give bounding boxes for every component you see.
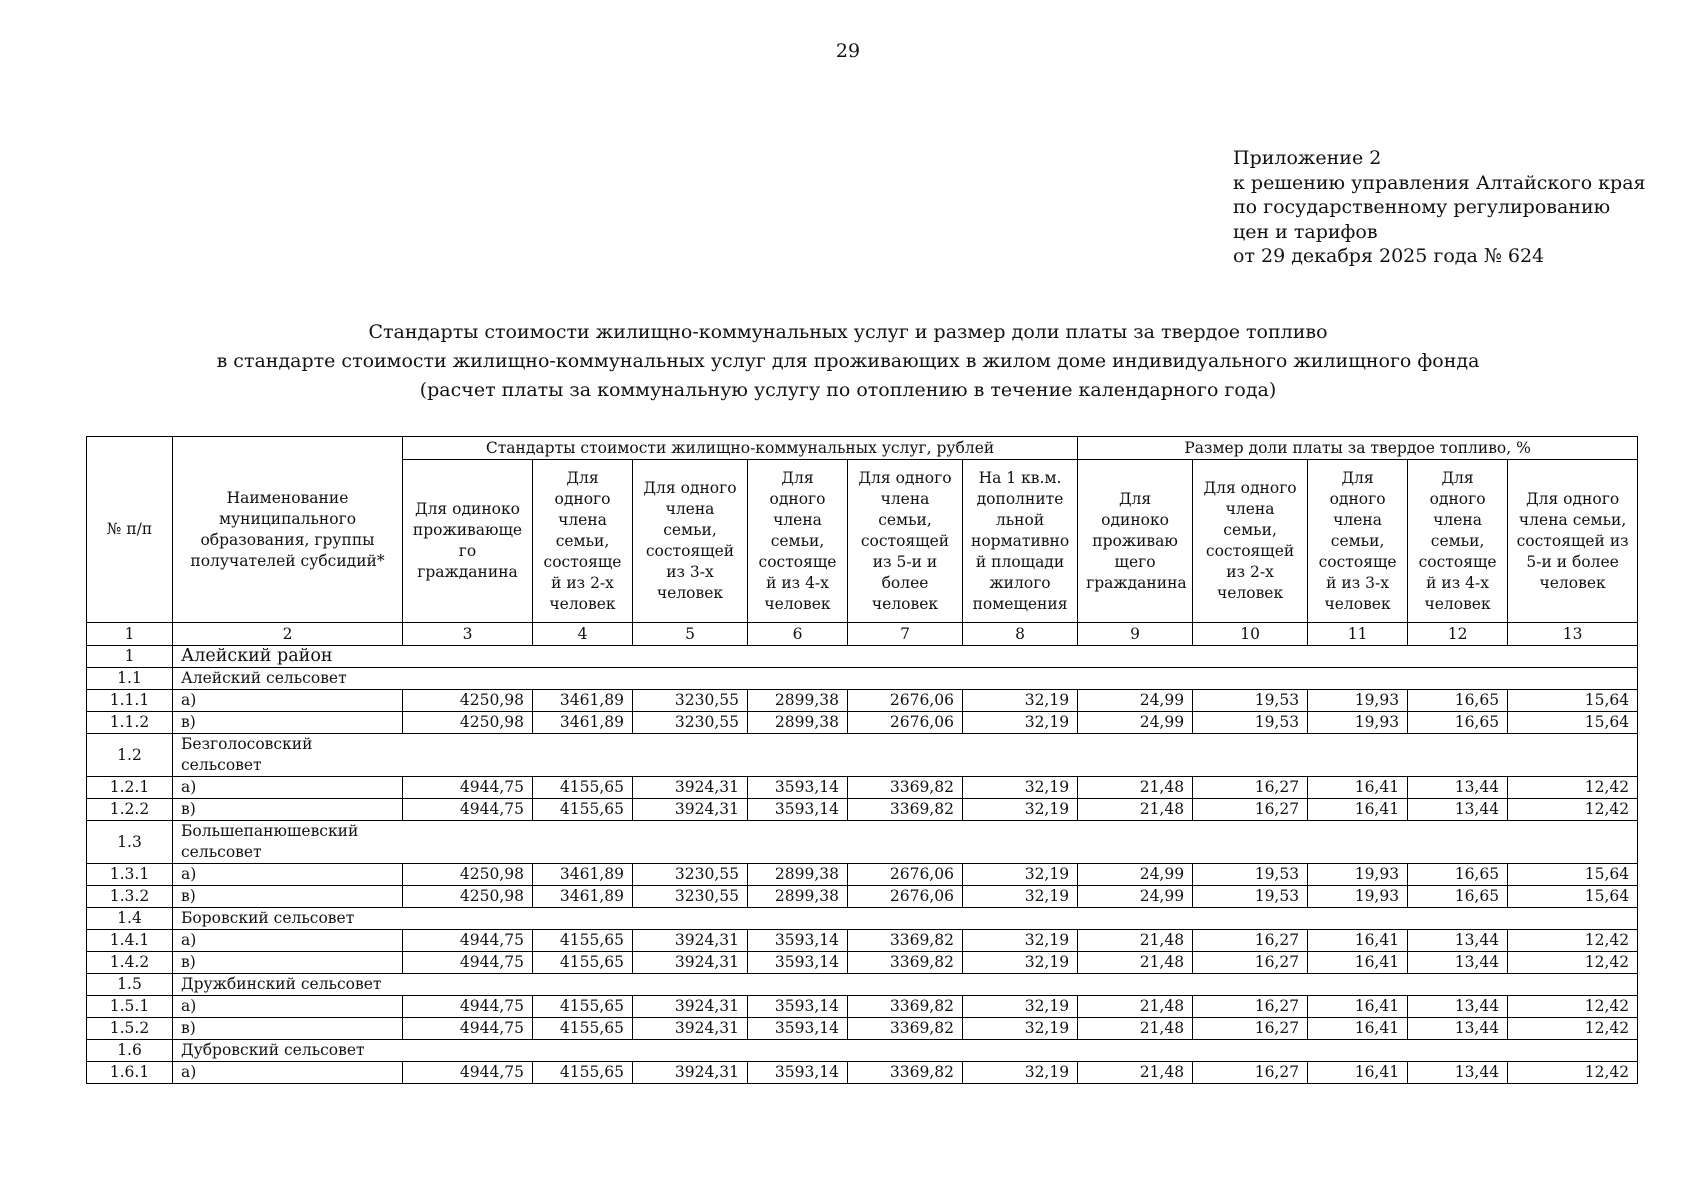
column-number-row (87, 623, 1638, 646)
row-number: 1.5.2 (87, 1018, 173, 1040)
row-number: 1.1.1 (87, 690, 173, 712)
standard-value-cell: 3593,14 (748, 930, 848, 952)
standard-value-cell: 32,19 (963, 886, 1078, 908)
appendix-line: цен и тарифов (1233, 220, 1378, 243)
share-value-cell: 15,64 (1508, 690, 1638, 712)
document-title (0, 318, 1696, 405)
standard-value-cell: 4155,65 (533, 1018, 633, 1040)
header-std-col: На 1 кв.м. дополните льной нормативно й площади жилого помещения (963, 460, 1078, 623)
standard-value-cell: 2676,06 (848, 690, 963, 712)
table-row (87, 952, 1638, 974)
share-value-cell: 16,41 (1308, 1018, 1408, 1040)
share-value-cell: 15,64 (1508, 712, 1638, 734)
header-row-groups (87, 437, 1638, 460)
title-line: в стандарте стоимости жилищно-коммунальных услуг для проживающих в жилом доме индивидуального жилищного фонда (216, 350, 1480, 372)
standard-value-cell: 2676,06 (848, 712, 963, 734)
standard-value-cell: 4250,98 (403, 864, 533, 886)
group-label: в) (173, 952, 403, 974)
share-value-cell: 19,53 (1193, 886, 1308, 908)
standard-value-cell: 3369,82 (848, 799, 963, 821)
standard-value-cell: 4944,75 (403, 930, 533, 952)
table-row (87, 712, 1638, 734)
row-number: 1.2.1 (87, 777, 173, 799)
row-number: 1.1 (87, 668, 173, 690)
share-value-cell: 16,65 (1408, 864, 1508, 886)
group-label: а) (173, 1062, 403, 1084)
standard-value-cell: 3461,89 (533, 864, 633, 886)
standard-value-cell: 3924,31 (633, 996, 748, 1018)
standard-value-cell: 4250,98 (403, 690, 533, 712)
settlement-name: Алейский сельсовет (173, 668, 1638, 690)
standard-value-cell: 4155,65 (533, 777, 633, 799)
standard-value-cell: 2676,06 (848, 864, 963, 886)
standard-value-cell: 4155,65 (533, 799, 633, 821)
column-number: 9 (1078, 623, 1193, 646)
standard-value-cell: 4944,75 (403, 777, 533, 799)
group-label: в) (173, 1018, 403, 1040)
row-number: 1.1.2 (87, 712, 173, 734)
group-label: а) (173, 864, 403, 886)
share-value-cell: 16,65 (1408, 690, 1508, 712)
standard-value-cell: 3924,31 (633, 930, 748, 952)
share-value-cell: 21,48 (1078, 777, 1193, 799)
standard-value-cell: 4944,75 (403, 996, 533, 1018)
share-value-cell: 16,41 (1308, 930, 1408, 952)
standard-value-cell: 3924,31 (633, 952, 748, 974)
standard-value-cell: 3593,14 (748, 1062, 848, 1084)
share-value-cell: 13,44 (1408, 799, 1508, 821)
column-number: 13 (1508, 623, 1638, 646)
share-value-cell: 12,42 (1508, 1018, 1638, 1040)
share-value-cell: 24,99 (1078, 712, 1193, 734)
standard-value-cell: 3369,82 (848, 777, 963, 799)
standard-value-cell: 3369,82 (848, 952, 963, 974)
standard-value-cell: 2899,38 (748, 886, 848, 908)
group-label: а) (173, 777, 403, 799)
standard-value-cell: 32,19 (963, 864, 1078, 886)
share-value-cell: 21,48 (1078, 996, 1193, 1018)
share-value-cell: 19,93 (1308, 886, 1408, 908)
share-value-cell: 24,99 (1078, 864, 1193, 886)
header-share-col: Для одного члена семьи, состоящей из 2-х человек (1193, 460, 1308, 623)
row-number: 1.5 (87, 974, 173, 996)
standard-value-cell: 3461,89 (533, 886, 633, 908)
share-value-cell: 19,53 (1193, 690, 1308, 712)
share-value-cell: 12,42 (1508, 1062, 1638, 1084)
share-value-cell: 19,93 (1308, 864, 1408, 886)
share-value-cell: 24,99 (1078, 690, 1193, 712)
column-number: 10 (1193, 623, 1308, 646)
standard-value-cell: 3924,31 (633, 1062, 748, 1084)
group-label: в) (173, 886, 403, 908)
share-value-cell: 16,27 (1193, 1062, 1308, 1084)
share-value-cell: 13,44 (1408, 996, 1508, 1018)
standard-value-cell: 4155,65 (533, 996, 633, 1018)
column-number: 11 (1308, 623, 1408, 646)
share-value-cell: 21,48 (1078, 1018, 1193, 1040)
standard-value-cell: 3461,89 (533, 712, 633, 734)
header-std-col: Для одиноко проживающе го гражданина (403, 460, 533, 623)
share-value-cell: 12,42 (1508, 777, 1638, 799)
standard-value-cell: 3461,89 (533, 690, 633, 712)
row-number: 1 (87, 646, 173, 668)
column-number: 6 (748, 623, 848, 646)
page-number: 29 (835, 40, 861, 62)
settlement-row (87, 668, 1638, 690)
share-value-cell: 19,93 (1308, 690, 1408, 712)
standard-value-cell: 3230,55 (633, 690, 748, 712)
group-label: а) (173, 930, 403, 952)
standard-value-cell: 3924,31 (633, 1018, 748, 1040)
standard-value-cell: 3369,82 (848, 1018, 963, 1040)
table-row (87, 930, 1638, 952)
standard-value-cell: 3593,14 (748, 799, 848, 821)
appendix-line: от 29 декабря 2025 года № 624 (1233, 245, 1545, 267)
settlement-name: Большепанюшевский сельсовет (173, 821, 1638, 864)
column-number: 4 (533, 623, 633, 646)
title-line: (расчет платы за коммунальную услугу по отоплению в течение календарного года) (419, 379, 1277, 401)
standard-value-cell: 3369,82 (848, 1062, 963, 1084)
standard-value-cell: 4155,65 (533, 930, 633, 952)
standard-value-cell: 32,19 (963, 1018, 1078, 1040)
standard-value-cell: 3593,14 (748, 1018, 848, 1040)
settlement-row (87, 908, 1638, 930)
title-line: Стандарты стоимости жилищно-коммунальных услуг и размер доли платы за твердое топливо (368, 321, 1328, 343)
share-value-cell: 16,41 (1308, 952, 1408, 974)
table-row (87, 1062, 1638, 1084)
table-row (87, 690, 1638, 712)
standard-value-cell: 3593,14 (748, 952, 848, 974)
row-number: 1.4 (87, 908, 173, 930)
share-value-cell: 16,41 (1308, 799, 1408, 821)
group-label: в) (173, 799, 403, 821)
share-value-cell: 12,42 (1508, 930, 1638, 952)
header-share-col: Для одиноко проживаю щего гражданина (1078, 460, 1193, 623)
row-number: 1.2 (87, 734, 173, 777)
row-number: 1.3.1 (87, 864, 173, 886)
header-group-standards: Стандарты стоимости жилищно-коммунальных услуг, рублей (403, 437, 1078, 460)
header-std-col: Для одного члена семьи, состоящей из 3-х человек (633, 460, 748, 623)
column-number: 5 (633, 623, 748, 646)
share-value-cell: 16,27 (1193, 952, 1308, 974)
standard-value-cell: 32,19 (963, 1062, 1078, 1084)
header-std-col: Для одного члена семьи, состояще й из 4-х человек (748, 460, 848, 623)
standard-value-cell: 3230,55 (633, 886, 748, 908)
column-number: 12 (1408, 623, 1508, 646)
standard-value-cell: 32,19 (963, 712, 1078, 734)
settlement-name: Дубровский сельсовет (173, 1040, 1638, 1062)
standard-value-cell: 4944,75 (403, 1018, 533, 1040)
standard-value-cell: 4250,98 (403, 886, 533, 908)
share-value-cell: 24,99 (1078, 886, 1193, 908)
settlement-row (87, 974, 1638, 996)
share-value-cell: 13,44 (1408, 1018, 1508, 1040)
row-number: 1.4.1 (87, 930, 173, 952)
row-number: 1.6 (87, 1040, 173, 1062)
share-value-cell: 16,41 (1308, 1062, 1408, 1084)
row-number: 1.2.2 (87, 799, 173, 821)
column-number: 8 (963, 623, 1078, 646)
share-value-cell: 16,27 (1193, 777, 1308, 799)
share-value-cell: 21,48 (1078, 1062, 1193, 1084)
header-name: Наименование муниципального образования, группы получателей субсидий* (173, 437, 403, 623)
standard-value-cell: 32,19 (963, 930, 1078, 952)
table-row (87, 1018, 1638, 1040)
standard-value-cell: 32,19 (963, 799, 1078, 821)
standard-value-cell: 4944,75 (403, 952, 533, 974)
standard-value-cell: 4155,65 (533, 952, 633, 974)
share-value-cell: 21,48 (1078, 930, 1193, 952)
standard-value-cell: 3369,82 (848, 996, 963, 1018)
header-share-col: Для одного члена семьи, состоящей из 5-и и более человек (1508, 460, 1638, 623)
header-no: № п/п (87, 437, 173, 623)
standard-value-cell: 4250,98 (403, 712, 533, 734)
standard-value-cell: 32,19 (963, 777, 1078, 799)
header-std-col: Для одного члена семьи, состояще й из 2-х человек (533, 460, 633, 623)
standard-value-cell: 2899,38 (748, 712, 848, 734)
settlement-row (87, 1040, 1638, 1062)
standard-value-cell: 32,19 (963, 952, 1078, 974)
standard-value-cell: 3230,55 (633, 712, 748, 734)
share-value-cell: 21,48 (1078, 799, 1193, 821)
column-number: 7 (848, 623, 963, 646)
settlement-name: Безголосовский сельсовет (173, 734, 1638, 777)
standard-value-cell: 4944,75 (403, 799, 533, 821)
column-number: 2 (173, 623, 403, 646)
standard-value-cell: 3593,14 (748, 996, 848, 1018)
row-number: 1.3.2 (87, 886, 173, 908)
appendix-block (1233, 146, 1646, 269)
share-value-cell: 16,41 (1308, 777, 1408, 799)
header-share-col: Для одного члена семьи, состояще й из 4-х человек (1408, 460, 1508, 623)
share-value-cell: 16,65 (1408, 886, 1508, 908)
standard-value-cell: 2899,38 (748, 690, 848, 712)
settlement-row (87, 734, 1638, 777)
share-value-cell: 12,42 (1508, 996, 1638, 1018)
group-label: в) (173, 712, 403, 734)
share-value-cell: 16,65 (1408, 712, 1508, 734)
standard-value-cell: 3369,82 (848, 930, 963, 952)
share-value-cell: 16,27 (1193, 930, 1308, 952)
standard-value-cell: 2676,06 (848, 886, 963, 908)
row-number: 1.4.2 (87, 952, 173, 974)
standard-value-cell: 2899,38 (748, 864, 848, 886)
row-number: 1.3 (87, 821, 173, 864)
header-group-share: Размер доли платы за твердое топливо, % (1078, 437, 1638, 460)
appendix-line: к решению управления Алтайского края (1233, 171, 1646, 194)
share-value-cell: 13,44 (1408, 1062, 1508, 1084)
standard-value-cell: 3230,55 (633, 864, 748, 886)
standard-value-cell: 32,19 (963, 690, 1078, 712)
share-value-cell: 19,93 (1308, 712, 1408, 734)
standard-value-cell: 4944,75 (403, 1062, 533, 1084)
share-value-cell: 13,44 (1408, 952, 1508, 974)
share-value-cell: 19,53 (1193, 864, 1308, 886)
share-value-cell: 15,64 (1508, 864, 1638, 886)
share-value-cell: 19,53 (1193, 712, 1308, 734)
share-value-cell: 21,48 (1078, 952, 1193, 974)
share-value-cell: 16,27 (1193, 799, 1308, 821)
share-value-cell: 15,64 (1508, 886, 1638, 908)
settlement-row (87, 821, 1638, 864)
row-number: 1.6.1 (87, 1062, 173, 1084)
district-row (87, 646, 1638, 668)
table-row (87, 886, 1638, 908)
standard-value-cell: 32,19 (963, 996, 1078, 1018)
settlement-name: Боровский сельсовет (173, 908, 1638, 930)
appendix-line: по государственному регулированию (1233, 196, 1611, 218)
tariff-table (86, 436, 1638, 1084)
table-row (87, 996, 1638, 1018)
standard-value-cell: 4155,65 (533, 1062, 633, 1084)
group-label: а) (173, 996, 403, 1018)
share-value-cell: 13,44 (1408, 930, 1508, 952)
header-share-col: Для одного члена семьи, состояще й из 3-х человек (1308, 460, 1408, 623)
column-number: 3 (403, 623, 533, 646)
share-value-cell: 13,44 (1408, 777, 1508, 799)
district-name: Алейский район (173, 646, 1638, 668)
share-value-cell: 12,42 (1508, 799, 1638, 821)
share-value-cell: 16,27 (1193, 996, 1308, 1018)
share-value-cell: 12,42 (1508, 952, 1638, 974)
settlement-name: Дружбинский сельсовет (173, 974, 1638, 996)
table-row (87, 777, 1638, 799)
row-number: 1.5.1 (87, 996, 173, 1018)
share-value-cell: 16,41 (1308, 996, 1408, 1018)
standard-value-cell: 3924,31 (633, 799, 748, 821)
group-label: а) (173, 690, 403, 712)
standard-value-cell: 3924,31 (633, 777, 748, 799)
table-row (87, 864, 1638, 886)
header-std-col: Для одного члена семьи, состоящей из 5-и и более человек (848, 460, 963, 623)
table-row (87, 799, 1638, 821)
share-value-cell: 16,27 (1193, 1018, 1308, 1040)
appendix-line: Приложение 2 (1233, 147, 1382, 169)
standard-value-cell: 3593,14 (748, 777, 848, 799)
column-number: 1 (87, 623, 173, 646)
